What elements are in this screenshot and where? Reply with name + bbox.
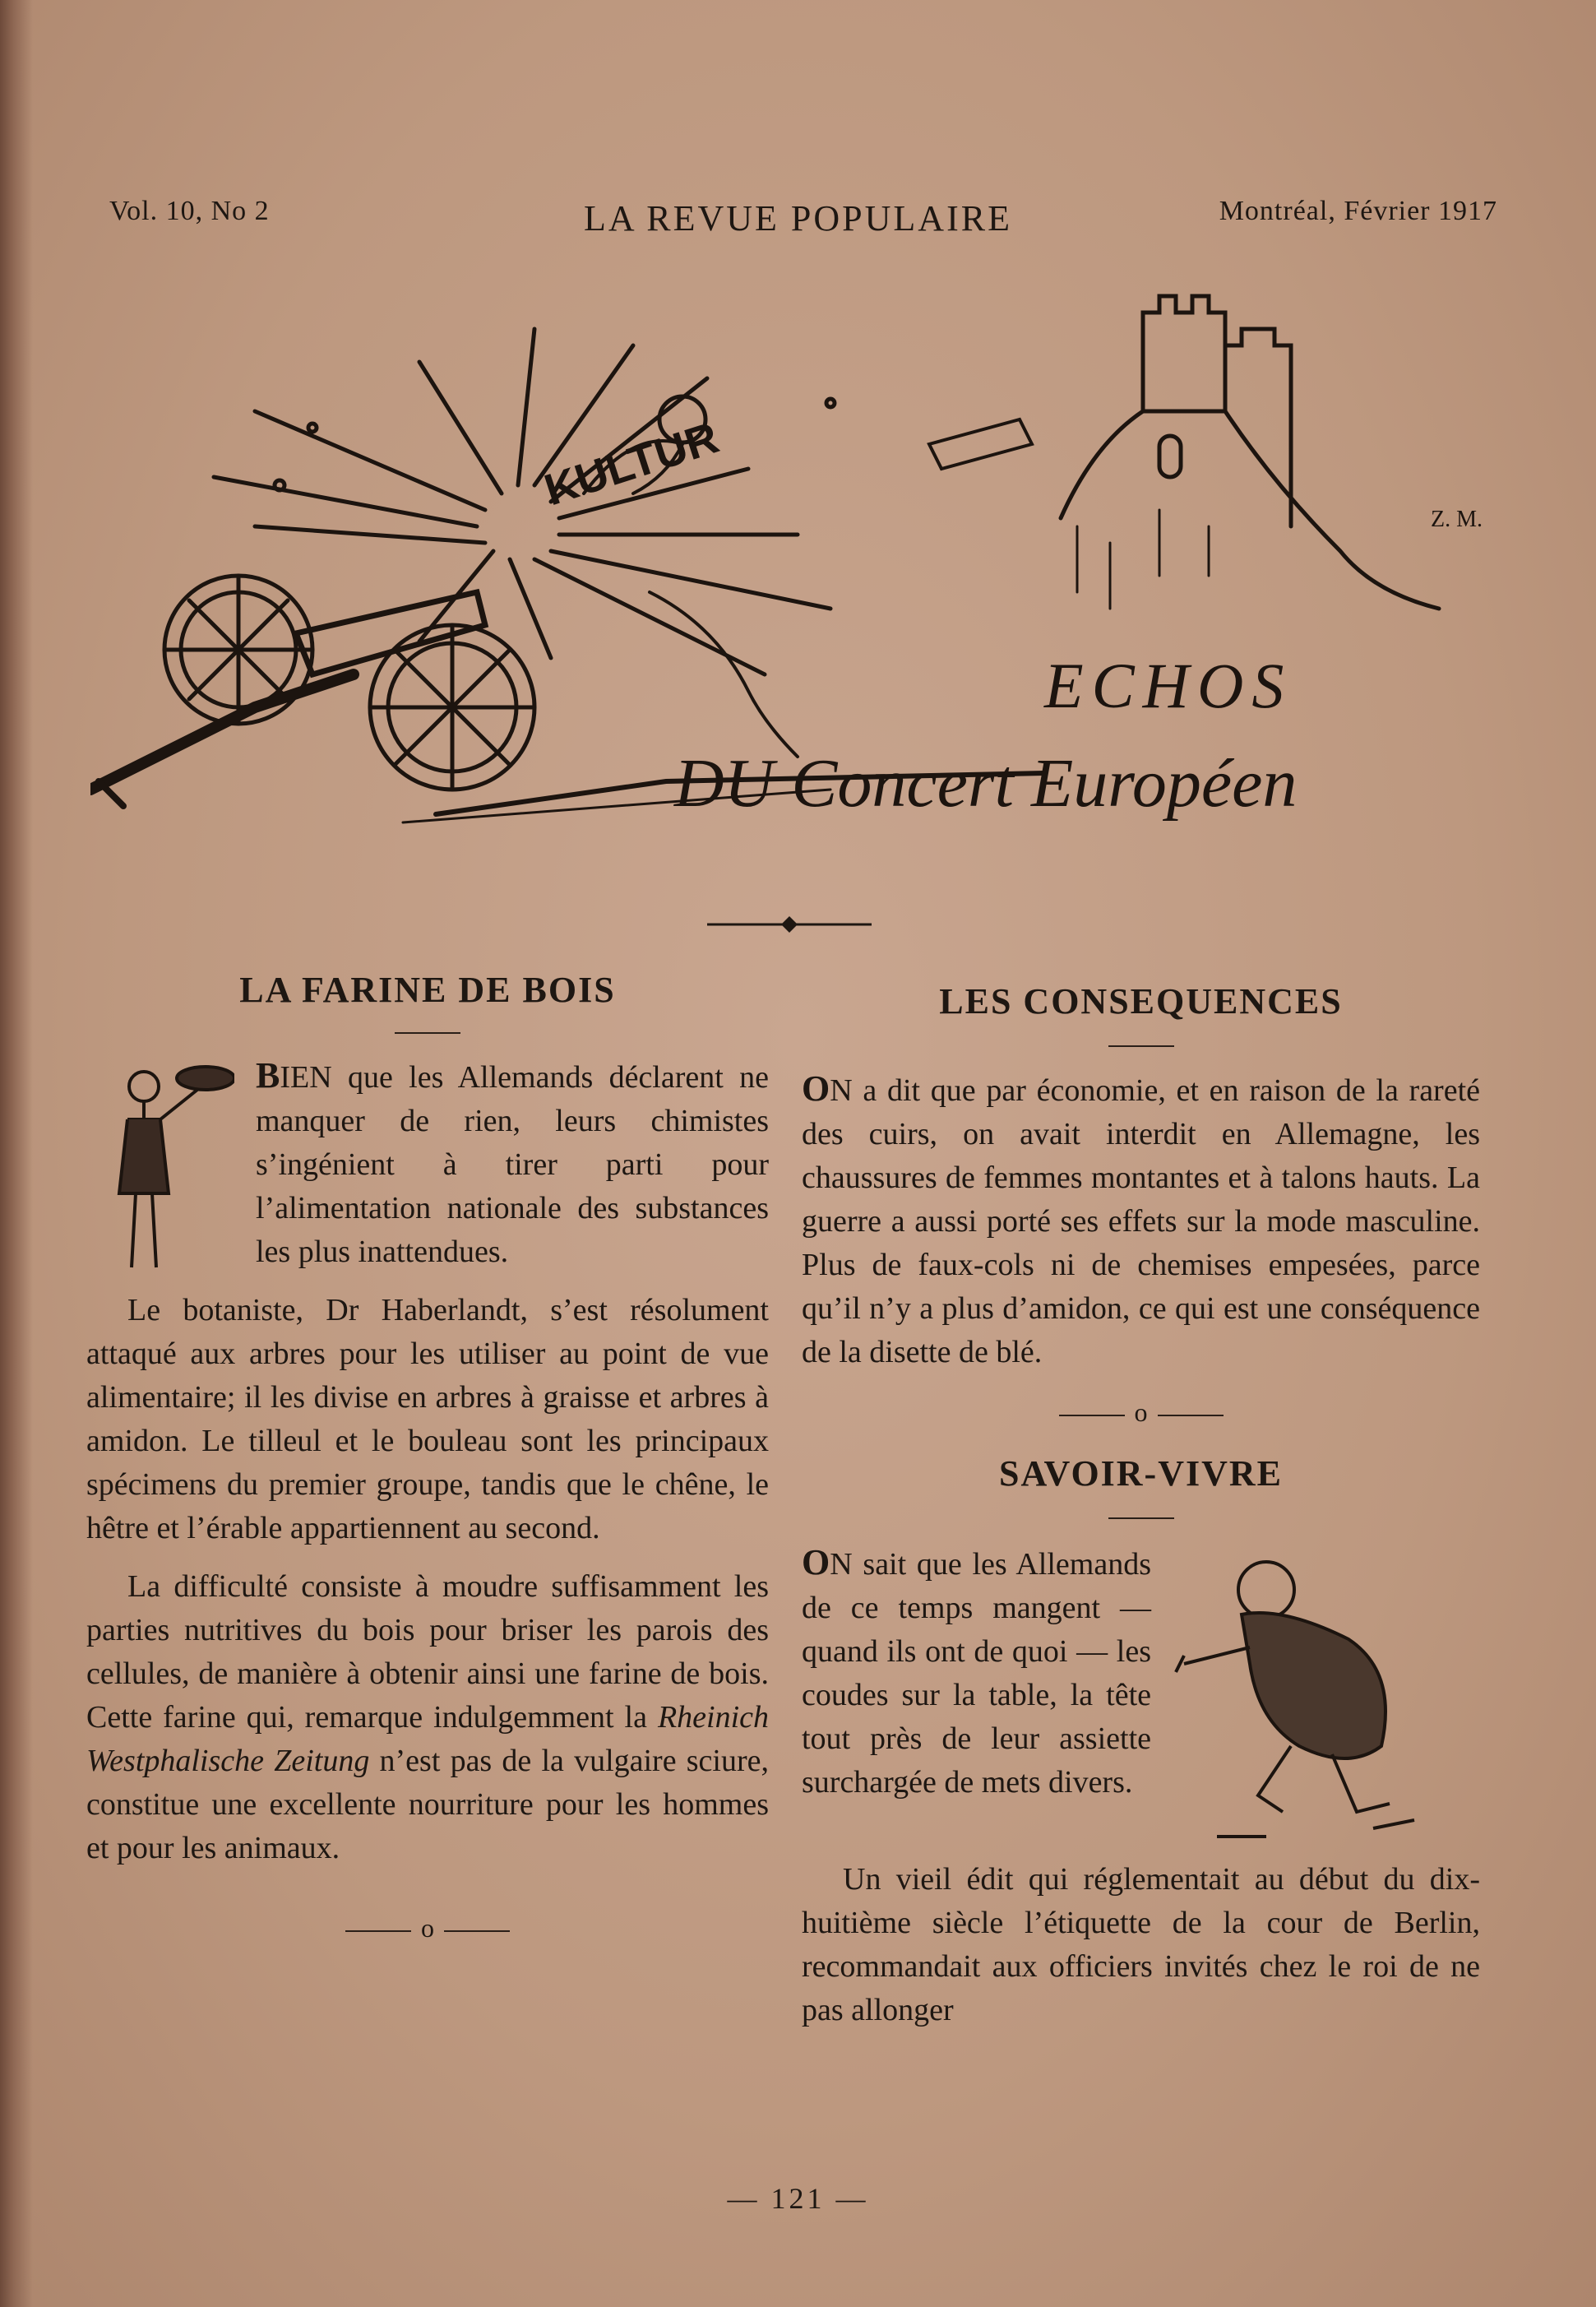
paragraph-vieil-edit: Un vieil édit qui réglementait au début du dix-huitième siècle l’étiquette de la cour de Berlin, recommandait aux officiers invités chez le roi de ne pas allonger xyxy=(802,1862,1480,2027)
newspaper-title: Rheinich Westphalische Zeitung xyxy=(86,1700,770,1778)
illustration-caption-echos: ECHOS xyxy=(1044,650,1293,721)
paragraph-difficulte-part2: n’est pas de la vulgaire sciure, constitue une excellente nourriture pour les hommes et pour les animaux. xyxy=(86,1744,769,1865)
section-separator xyxy=(802,1397,1480,1428)
book-spine-shadow xyxy=(0,0,33,2307)
german-diner-figure xyxy=(1168,1540,1480,1853)
heading-farine-de-bois: LA FARINE DE BOIS xyxy=(239,970,616,1010)
paragraph-consequences xyxy=(802,1067,1480,1374)
kultur-burst-text: KULTUR xyxy=(539,412,724,516)
heading-savoir-vivre: SAVOIR-VIVRE xyxy=(998,1453,1284,1494)
dropcap-o: O xyxy=(802,1068,830,1109)
paragraph-consequences-text: N a dit que par économie, et en raison de la rareté des cuirs, on avait interdit en Allemagne, les chaussures de femmes montantes et à talons hauts. La guerre a aussi porté ses effets sur la mode masculine. Plus de faux-cols ni de chemises empesées, parce qu’il n’y a plus d’amidon, ce qui est une conséquence de la disette de blé. xyxy=(802,1073,1480,1369)
illustration-caption-concert-europeen: DU Concert Européen xyxy=(674,745,1298,822)
issue-date: Montréal, Février 1917 xyxy=(1219,196,1497,226)
paragraph-haberlandt: Le botaniste, Dr Haberlandt, s’est résolument attaqué aux arbres pour les utiliser au point de vue alimentaire; il les divise en arbres à graisse et arbres à amidon. Le tilleul et le bouleau sont les principaux spécimens du premier groupe, tandis que le chêne, le hêtre et l’érable appartiennent au second. xyxy=(86,1293,769,1545)
volume-number: Vol. 10, No 2 xyxy=(109,196,270,226)
heading-rule xyxy=(395,1032,460,1034)
heading-consequences: LES CONSEQUENCES xyxy=(939,981,1343,1021)
artist-signature: Z. M. xyxy=(1431,507,1483,532)
paragraph-difficulte-part1: La difficulté consiste à moudre suffisamment les parties nutritives du bois pour briser les parois des cellules, de manière à obtenir ainsi une farine de bois. Cette farine qui, remarque indulgemment la xyxy=(86,1569,769,1735)
heading-rule xyxy=(1108,1517,1174,1519)
paragraph-savoir-vivre-text: N sait que les Allemands de ce temps mangent —quand ils ont de quoi — les coudes sur la table, la tête tout près de leur assiette surchargée de mets divers. xyxy=(802,1547,1151,1800)
heading-rule xyxy=(1108,1045,1174,1047)
echos-concert-europeen-illustration xyxy=(90,280,1505,880)
section-ornament xyxy=(707,913,872,936)
paragraph-farine-intro-text: IEN que les Allemands déclarent ne manquer de rien, leurs chimistes s’ingénient à tirer parti pour l’alimentation nationale des substances les plus inattendues. xyxy=(256,1060,769,1269)
separator-mark: o xyxy=(1134,1397,1148,1427)
page-number: — 121 — xyxy=(727,2182,869,2215)
section-separator xyxy=(86,1913,769,1943)
separator-mark: o xyxy=(421,1913,434,1943)
waiter-carrying-platter-figure xyxy=(111,1054,234,1284)
magazine-title: LA REVUE POPULAIRE xyxy=(584,198,1012,239)
dropcap-b: B xyxy=(256,1055,280,1096)
paragraph-difficulte xyxy=(86,1565,769,1870)
left-column xyxy=(86,969,769,1943)
dropcap-o: O xyxy=(802,1542,830,1582)
right-column xyxy=(802,980,1480,2032)
